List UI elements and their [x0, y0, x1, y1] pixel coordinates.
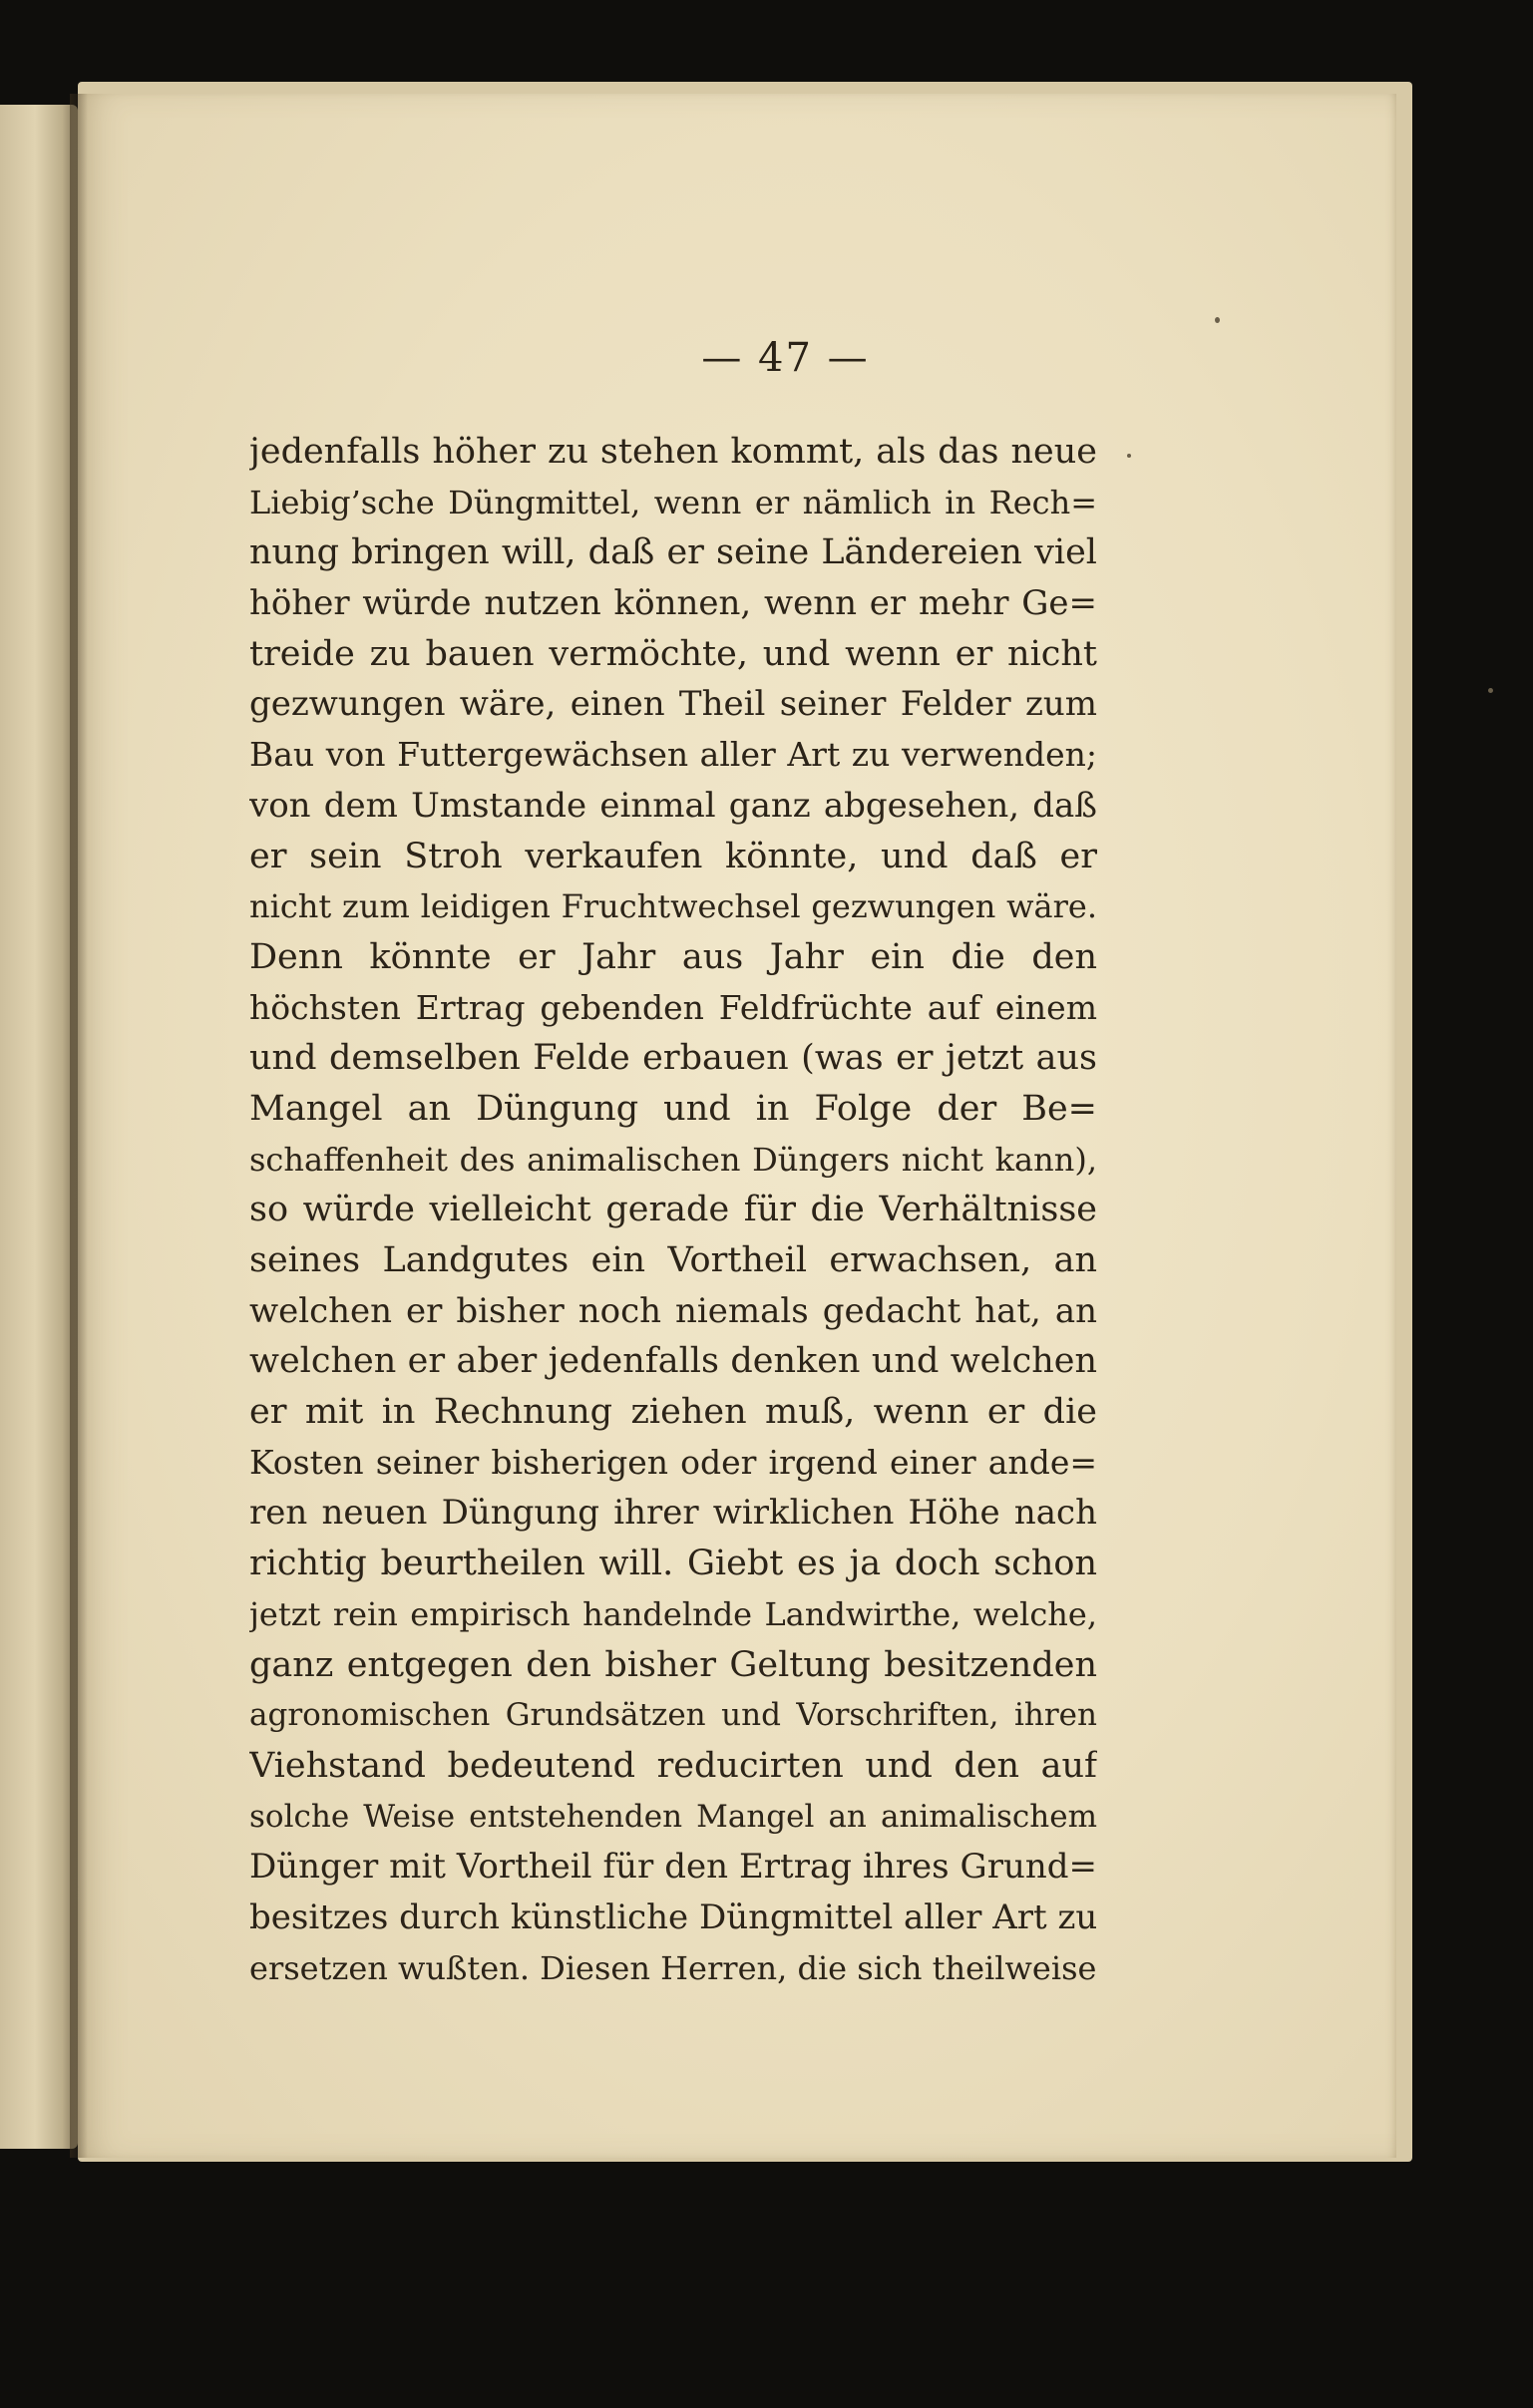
- text-line: höchsten Ertrag gebenden Feldfrüchte auf einem: [249, 987, 1097, 1027]
- text-line: ersetzen wußten. Diesen Herren, die sich theilweise: [249, 1948, 1097, 1987]
- text-line: nung bringen will, daß er seine Ländereien viel: [249, 532, 1097, 573]
- text-line: jedenfalls höher zu stehen kommt, als das neue: [249, 432, 1097, 472]
- text-line: er mit in Rechnung ziehen muß, wenn er die: [249, 1392, 1097, 1433]
- text-line: ganz entgegen den bisher Geltung besitzenden: [249, 1644, 1097, 1685]
- left-page-edge: [0, 105, 78, 2149]
- text-line: Bau von Futtergewächsen aller Art zu verwenden;: [249, 735, 1097, 775]
- text-line: solche Weise entstehenden Mangel an animalischem: [249, 1798, 1097, 1835]
- text-line: von dem Umstande einmal ganz abgesehen, daß: [249, 785, 1097, 826]
- text-line: ren neuen Düngung ihrer wirklichen Höhe nach: [249, 1493, 1097, 1534]
- text-line: schaffenheit des animalischen Düngers nicht kann),: [249, 1140, 1097, 1179]
- text-line: treide zu bauen vermöchte, und wenn er nicht: [249, 633, 1097, 674]
- text-line: jetzt rein empirisch handelnde Landwirthe, welche,: [249, 1594, 1097, 1633]
- gutter-shadow: [70, 94, 88, 2158]
- text-line: nicht zum leidigen Fruchtwechsel gezwungen wäre.: [249, 887, 1097, 926]
- text-line: höher würde nutzen können, wenn er mehr Ge=: [249, 583, 1097, 624]
- text-line: gezwungen wäre, einen Theil seiner Felder zum: [249, 684, 1097, 725]
- text-line: Denn könnte er Jahr aus Jahr ein die den: [249, 936, 1097, 977]
- text-line: Mangel an Düngung und in Folge der Be=: [249, 1088, 1097, 1129]
- text-line: welchen er aber jedenfalls denken und welchen: [249, 1341, 1097, 1382]
- page-number: — 47 —: [701, 335, 870, 381]
- text-line: welchen er bisher noch niemals gedacht hat, an: [249, 1290, 1097, 1331]
- text-line: Viehstand bedeutend reducirten und den auf: [249, 1745, 1097, 1786]
- text-line: Kosten seiner bisherigen oder irgend einer ande=: [249, 1442, 1097, 1482]
- dust-speck: [1215, 317, 1220, 323]
- dust-speck: [1488, 688, 1493, 693]
- text-line: so würde vielleicht gerade für die Verhältnisse: [249, 1190, 1097, 1230]
- text-line: und demselben Felde erbauen (was er jetzt aus: [249, 1038, 1097, 1079]
- text-line: Liebig’sche Düngmittel, wenn er nämlich in Rech=: [249, 483, 1097, 521]
- text-line: agronomischen Grundsätzen und Vorschriften, ihren: [249, 1697, 1097, 1734]
- text-line: Dünger mit Vortheil für den Ertrag ihres Grund=: [249, 1847, 1097, 1888]
- body-text: [249, 427, 1097, 1993]
- text-line: seines Landgutes ein Vortheil erwachsen, an: [249, 1240, 1097, 1280]
- dust-speck: [1127, 454, 1131, 458]
- text-line: besitzes durch künstliche Düngmittel aller Art zu: [249, 1896, 1097, 1937]
- text-line: er sein Stroh verkaufen könnte, und daß er: [249, 836, 1097, 876]
- text-line: richtig beurtheilen will. Giebt es ja doch schon: [249, 1544, 1097, 1584]
